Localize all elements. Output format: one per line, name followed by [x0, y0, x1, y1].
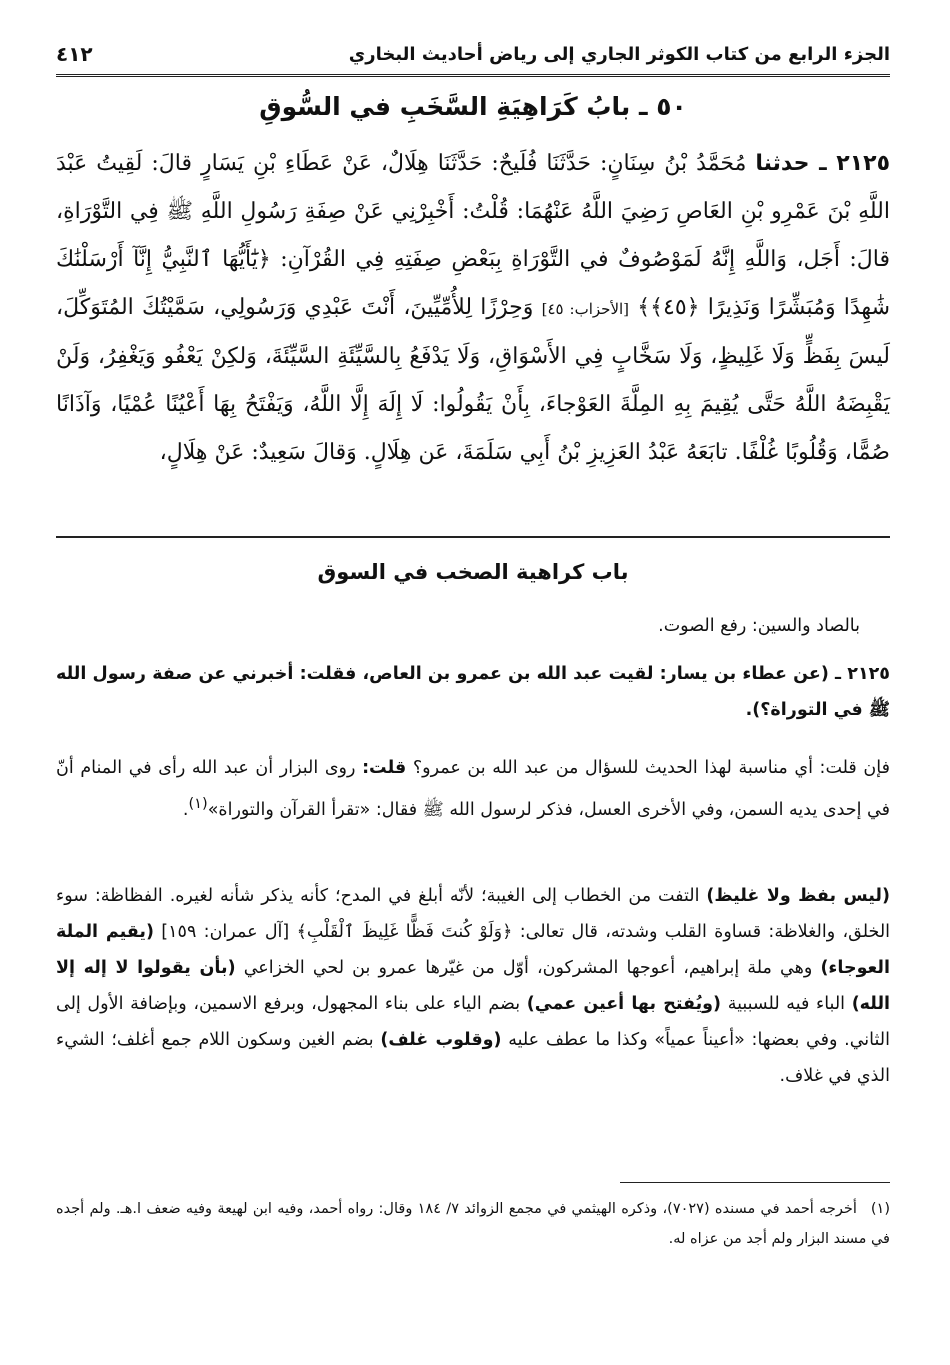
- hadith-lead: ٢١٢٥ ـ حدثنا: [755, 151, 890, 176]
- footnote-number: (١): [870, 1201, 890, 1217]
- footnote: [56, 1194, 890, 1254]
- footnote-rule: [620, 1182, 890, 1183]
- footnote-text: أخرجه أحمد في مسنده (٧٠٢٧)، وذكره الهيثمي في مجمع الزوائد ٧/ ١٨٤ وقال: رواه أحمد، وفيه ابن لهيعة وفيه ضعف ا.هـ. ولم أجده في مسند البزار ولم أجد من عزاه له.: [56, 1201, 890, 1247]
- page-header: [56, 34, 890, 77]
- phrase-5: (وقلوب غلف): [380, 1030, 502, 1050]
- quran-quote-reference: [آل عمران: ١٥٩]: [153, 922, 297, 942]
- chapter-heading: ٥٠ ـ بابُ كَرَاهِيَةِ السَّخَبِ في السُّوقِ: [259, 92, 687, 121]
- hadith-text-part-2: وَحِرْزًا لِلأُمِّيِّينَ، أَنْتَ عَبْدِي وَرَسُولِي، سَمَّيْتُكَ المُتَوَكِّلَ، لَيسَ بِفَظٍّ وَلَا غَلِيظٍ، وَلَا سَخَّابٍ فِي الأَسْوَاقِ، وَلَا يَدْفَعُ بِالسَّيِّئَةِ السَّيِّئَةَ، وَلكِنْ يَعْفُو وَيَغْفِرُ، وَلَنْ يَقْبِضَهُ اللَّهُ حَتَّى يُقِيمَ بِهِ المِلَّةَ العَوْجاءَ، بِأَنْ يَقُولُوا: لَا إِلَهَ إِلَّا اللَّهُ، وَيَفْتَحُ بِهَا أَعْيُنًا عُمْيًا، وَآذَانًا صُمًّا، وَقُلُوبًا غُلْفًا. تابَعَهُ عَبْدُ العَزِيزِ بْنُ أَبِي سَلَمَةَ، عَن هِلَالٍ. وَقالَ سَعِيدٌ: عَنْ هِلَالٍ،: [56, 295, 890, 465]
- phrase-2: (يقيم الملة العوجاء): [56, 922, 890, 978]
- hadith-text-part-1: مُحَمَّدُ بْنُ سِنَانٍ: حَدَّثَنَا فُلَيحٌ: حَدَّثَنَا هِلَالٌ، عَنْ عَطَاءِ بْنِ يَسَارٍ قالَ: لَقِيتُ عَبْدَ اللَّهِ بْنَ عَمْرِو بْنِ العَاصِ رَضِيَ اللَّهُ عَنْهُمَا: قُلْتُ: أَخْبِرْنِي عَنْ صِفَةِ رَسُولِ اللَّهِ ﷺ فِي التَّوْرَاةِ، قالَ: أَجَل، وَاللَّهِ إِنَّهُ لَمَوْصُوفٌ في التَّوْرَاةِ بِبَعْضِ صِفَتِهِ فِي القُرْآنِ:: [56, 151, 890, 272]
- commentary-paragraph-4: [56, 878, 890, 1094]
- phrase-1: (ليس بفظ ولا غليظ): [706, 886, 890, 906]
- answer-label: قلت:: [362, 758, 407, 778]
- commentary-paragraph-1: بالصاد والسين: رفع الصوت.: [658, 616, 860, 636]
- text-4: بضم الياء على بناء المجهول، وبرفع الاسمين، وبإضافة الأول إلى الثاني. وفي بعضها: «أعيناً عمياً» وكذا ما عطف عليه: [56, 994, 890, 1050]
- running-title: الجزء الرابع من كتاب الكوثر الجاري إلى رياض أحاديث البخاري: [348, 43, 890, 65]
- answer-text: روى البزار أن عبد الله رأى في المنام أنّ في إحدى يديه السمن، وفي الأخرى العسل، فذكر لرسول الله ﷺ فقال: «تقرأ القرآن والتوراة»: [56, 758, 890, 820]
- section-divider: [56, 536, 890, 538]
- quran-quote: ﴿وَلَوْ كُنتَ فَظًّا غَلِيظَ ٱلْقَلْبِ﴾: [296, 922, 513, 942]
- quran-reference: [الأحزاب: ٤٥]: [541, 300, 630, 318]
- text-3: الباء فيه للسببية: [721, 994, 852, 1014]
- commentary-paragraph-3: [56, 750, 890, 828]
- phrase-4: (ويُفتح بها أعين عمي): [526, 994, 722, 1014]
- text-1: التفت من الخطاب إلى الغيبة؛ لأنّه أبلغ في المدح؛ كأنه يذكر شأنه لغيره. الفظاظة: سوء الخلق، والغلاظة: قساوة القلب وشدته، قال تعالى:: [56, 886, 891, 942]
- quran-verse: ﴿يَٰٓأَيُّهَا ٱلنَّبِيُّ إِنَّآ أَرْسَلْنَٰكَ شَٰهِدًا وَمُبَشِّرًا وَنَذِيرًا ﴿٤٥﴾﴾: [56, 247, 891, 320]
- text-5: بضم الغين وسكون اللام جمع أغلف؛ الشيء الذي في غلاف.: [56, 1030, 890, 1086]
- answer-end: .: [182, 799, 189, 820]
- commentary-hadith-quote: ٢١٢٥ ـ (عن عطاء بن يسار: لقيت عبد الله بن عمرو بن العاص، فقلت: أخبرني عن صفة رسول الله ﷺ في التوراة؟).: [56, 664, 890, 720]
- hadith-text: [56, 140, 890, 477]
- commentary-heading: باب كراهية الصخب في السوق: [317, 560, 629, 584]
- commentary-paragraph-2: [56, 656, 890, 728]
- question-text: فإن قلت: أي مناسبة لهذا الحديث للسؤال من عبد الله بن عمرو؟: [412, 758, 890, 778]
- text-2: وهي ملة إبراهيم، أعوجها المشركون، أوّل من غيّرها عمرو بن لحي الخزاعي: [235, 958, 821, 978]
- footnote-marker[interactable]: (١): [188, 795, 208, 812]
- phrase-3: (بأن يقولوا لا إله إلا الله): [56, 958, 891, 1014]
- page-number: ٤١٢: [56, 42, 93, 66]
